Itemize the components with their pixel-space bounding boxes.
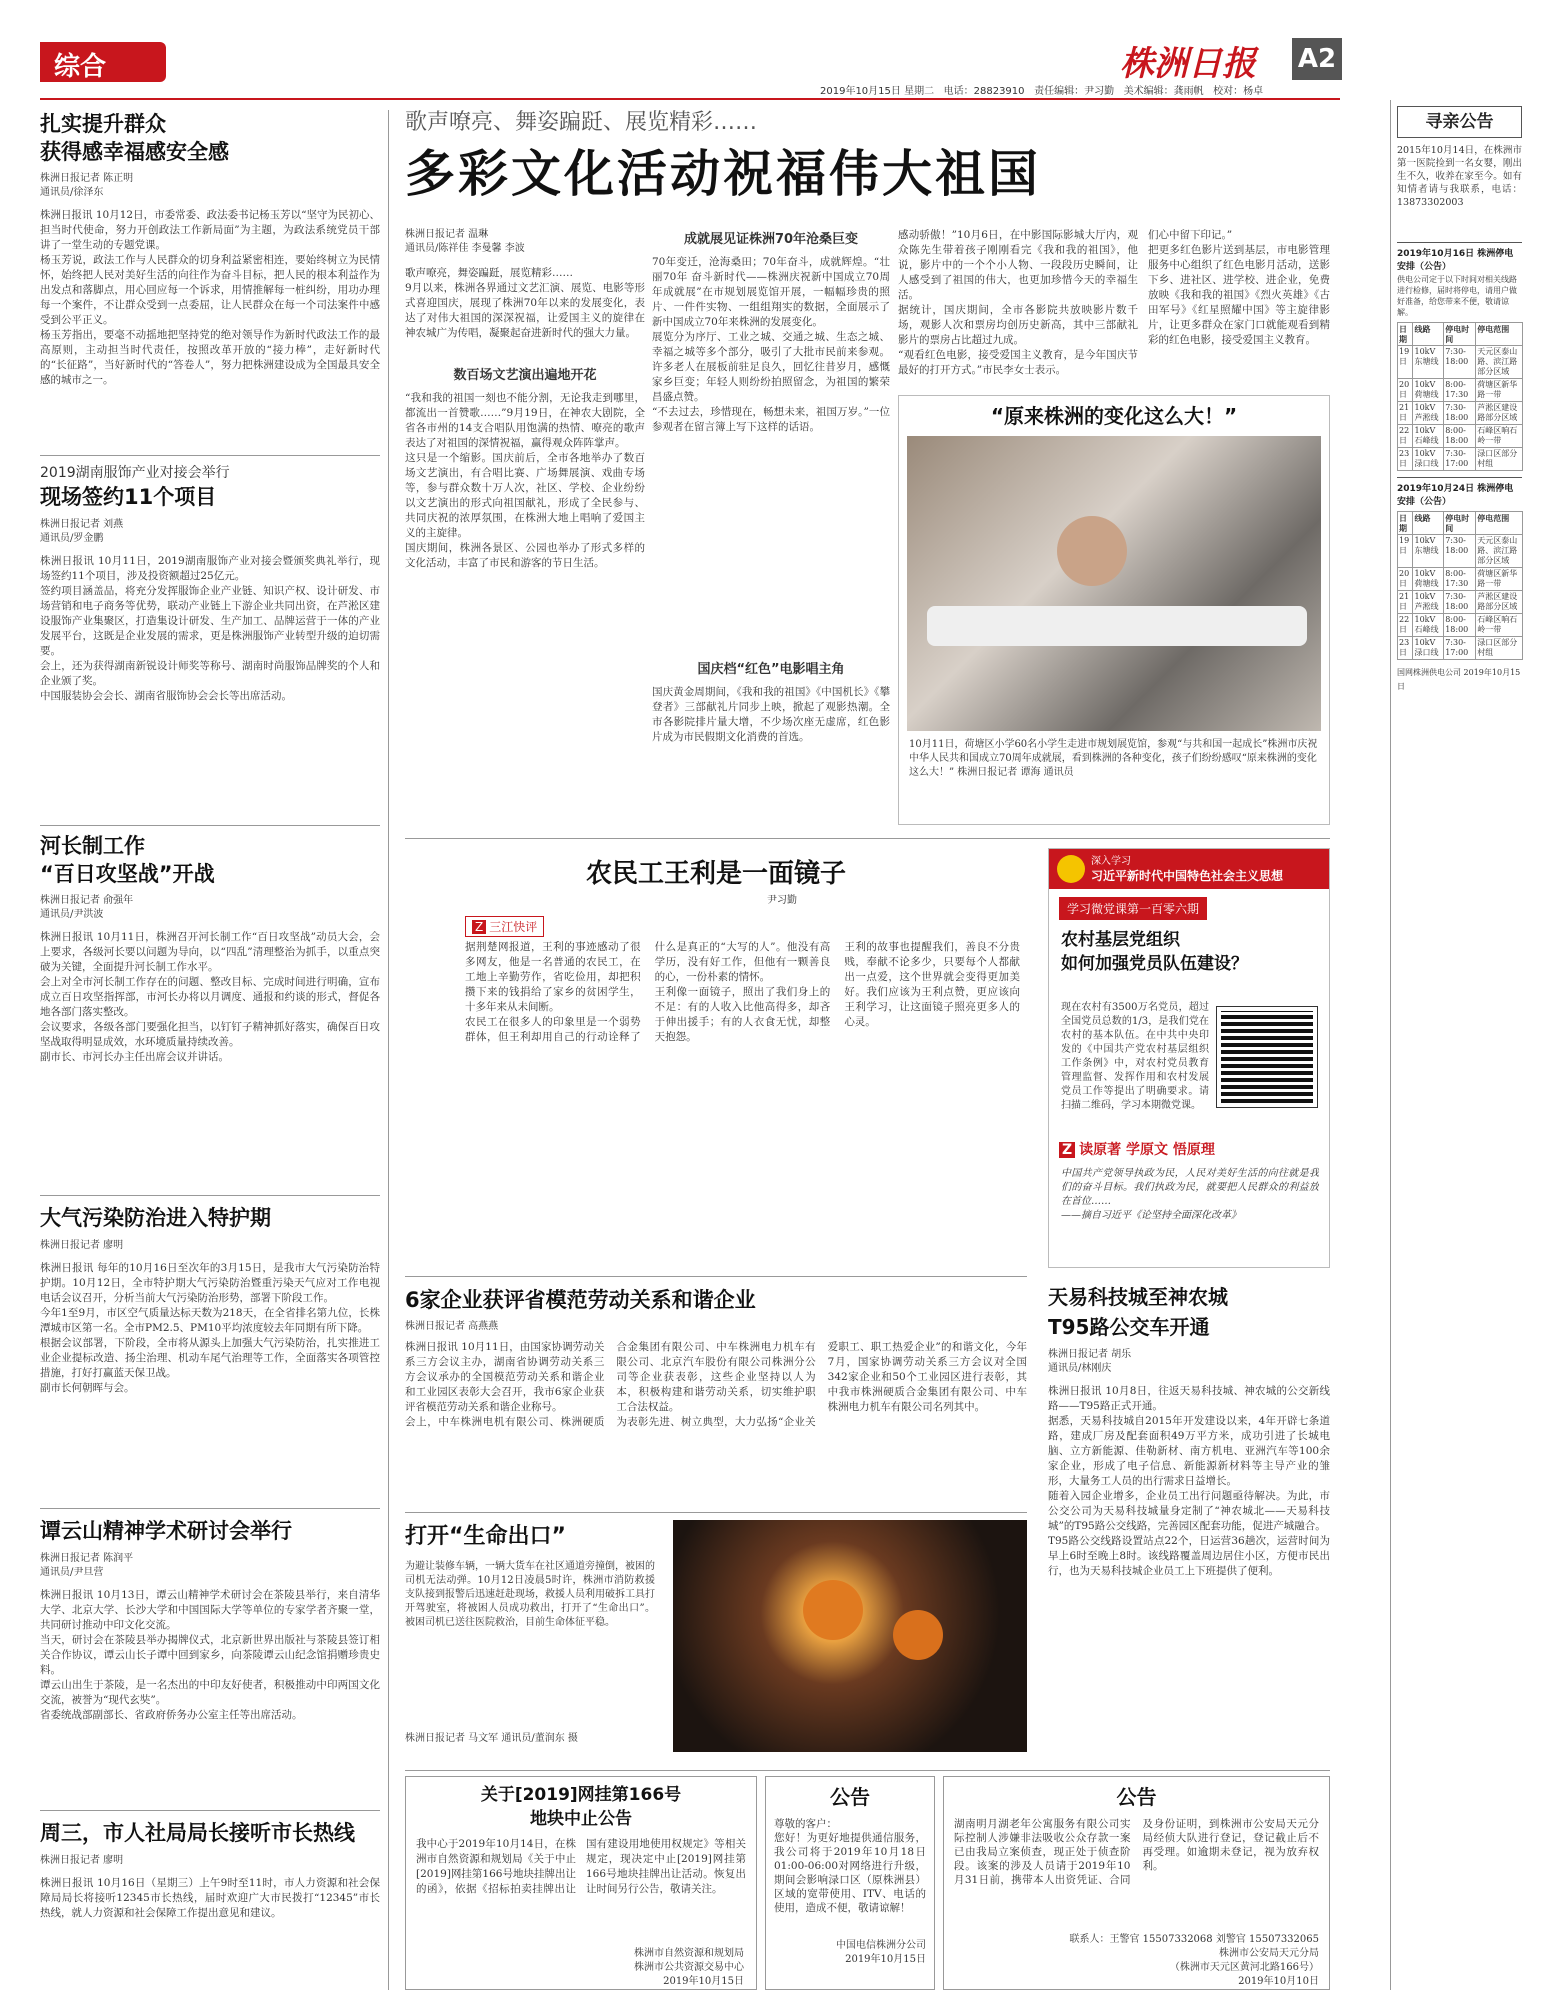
table-cell: 10kV芦淞线 — [1413, 591, 1444, 614]
headline-line2: T95路公交车开通 — [1048, 1315, 1210, 1339]
article-body: 株洲日报讯 10月8日，往返天易科技城、神农城的公交新线路——T95路正式开通。 据悉，天易科技城自2015年开发建设以来，4年开辟七条道路，建成厂房及配套面积49万平方米，成功引进了长城电脑、立方新能源、佳勒新材、南方机电、亚洲汽车等100余家企业，形成了电子信息、新能源新材料等主导产业的雏形，大量务工人员的出行需求日益增长。 随着入园企业增多，企业员工出行问题亟待解决。为此，市公交公司为天易科技城量身定制了“神农城北——天易科技城”的T95路公交线路，完善园区配套功能，促进产城融合。 T95路公交线路设置站点22个，日运营36趟次，运营时间为早上6时至晚上8时。该线路覆盖周边居住小区，方便市民出行，也为天易科技城企业员工上下班提供了便利。 — [1048, 1385, 1330, 1577]
header-rule — [40, 98, 1340, 100]
headline: 谭云山精神学术研讨会举行 — [40, 1519, 292, 1543]
table-row — [1398, 591, 1523, 614]
table-cell: 10kV芦淞线 — [1413, 402, 1444, 425]
kicker: 歌声嘹亮、舞姿蹁跹、展览精彩…… — [405, 110, 758, 135]
notice-signer: 株洲市自然资源和规划局 — [634, 1948, 744, 1959]
classified-body: 2015年10月14日，在株洲市第一医院捡到一名女婴，刚出生不久，收养在家至今。如有知情者请与我联系，电话：13873302003 — [1397, 145, 1522, 208]
byline2: 通讯员/林刚庆 — [1048, 1363, 1112, 1374]
headline: 扎实提升群众 — [40, 112, 166, 136]
article-river — [40, 832, 380, 1190]
table-cell: 停电范围 — [1476, 512, 1523, 535]
table-cell: 7:30-17:00 — [1444, 448, 1476, 471]
notice-title-line2: 地块中止公告 — [530, 1809, 632, 1829]
notice-date: 2019年10月10日 — [1238, 1976, 1319, 1987]
qr-code-icon[interactable] — [1217, 1007, 1317, 1107]
table-cell: 20日 — [1398, 379, 1413, 402]
table-cell: 10kV荷塘线 — [1413, 379, 1444, 402]
proofreader: 校对：杨卓 — [1213, 86, 1264, 97]
byline2: 通讯员/陈祥佳 李曼馨 李波 — [405, 243, 525, 254]
section-tag — [40, 42, 166, 82]
photo-credit: 株洲日报记者 马文军 通讯员/董润东 摄 — [405, 1733, 578, 1744]
table-cell: 荷塘区新华路一带 — [1476, 379, 1523, 402]
feature-col1 — [405, 228, 645, 811]
table-cell: 停电时间 — [1444, 512, 1476, 535]
notice-title: 公告 — [830, 1785, 870, 1809]
divider — [405, 838, 1330, 839]
table-cell: 20日 — [1398, 568, 1413, 591]
table-cell: 21日 — [1398, 402, 1413, 425]
article-body: 株洲日报讯 每年的10月16日至次年的3月15日，是我市大气污染防治特护期。10月12日，全市特护期大气污染防治暨重污染天气应对工作电视电话会议召开，分析当前大气污染防治形势，部署下阶段工作。 今年1至9月，市区空气质量达标天数为218天，在全省排名第九位，长株潭城市区第一名。全市PM2.5、PM10平均浓度较去年同期有所下降。 根据会议部署，下阶段，全市将从源头上加强大气污染防治，扎实推进工业企业提标改造、扬尘治理、机动车尾气治理等工作，全面落实各项管控措施，打好打赢蓝天保卫战。 副市长何朝晖与会。 — [40, 1262, 380, 1394]
notice-date: 2019年10月15日 — [845, 1954, 926, 1965]
table-cell: 10kV石峰线 — [1413, 425, 1444, 448]
article-labor — [405, 1284, 1027, 1516]
table-cell: 渌口区部分村组 — [1476, 448, 1523, 471]
photo-firefighters — [673, 1520, 1027, 1752]
byline: 株洲日报记者 温琳 — [405, 229, 489, 240]
table-cell: 10kV渌口线 — [1413, 448, 1444, 471]
notice-contact: 联系人：王警官 15507332068 刘警官 15507332065 — [1069, 1934, 1319, 1945]
table-row — [1398, 448, 1523, 471]
phone: 电话：28823910 — [943, 86, 1025, 97]
divider — [40, 1810, 380, 1811]
article-body: 株洲日报讯 10月11日，株洲召开河长制工作“百日攻坚战”动员大会，会上要求，各级河长要以问题为导向，以“四乱”清理整治为抓手，以重点突破为关键，全面提升河长制工作水平。 会上对全市河长制工作存在的问题、整改目标、完成时间进行明确，宣布成立百日攻坚指挥部，市河长办将以月调度、通报和约谈的形式，督促各地各部门落实整改。 会议要求，各级各部门要强化担当，以钉钉子精神抓好落实，确保百日攻坚战取得明显成效，水环境质量持续改善。 副市长、市河长办主任出席会议并讲话。 — [40, 931, 380, 1063]
table-row — [1398, 568, 1523, 591]
divider — [40, 1195, 380, 1196]
body: 感动骄傲！”10月6日，在中影国际影城大厅内，观众陈先生带着孩子刚刚看完《我和我的祖国》，他说，影片中的一个个小人物、一段段历史瞬间，让人感受到了祖国的伟大，也更加珍惜今天的幸福生活。 据统计，国庆期间，全市各影院共放映影片数千场，观影人次和票房均创历史新高，其中三部献礼影片的票房占比超过九成。 “观看红色电影，接受爱国主义教育，是今年国庆节最好的打开方式。”市民李女士表示。 — [898, 229, 1138, 376]
article-bus — [1048, 1276, 1330, 1766]
article-air — [40, 1203, 380, 1501]
body: 国庆黄金周期间，《我和我的祖国》《中国机长》《攀登者》三部献礼片同步上映，掀起了观影热潮。全市各影院排片量大增，不少场次座无虚席，红色影片成为市民假期文化消费的首选。 — [652, 686, 890, 743]
body: “我和我的祖国一刻也不能分割，无论我走到哪里，都流出一首赞歌……”9月19日，在神农大剧院，全省各市州的14支合唱队用饱满的热情、嘹亮的歌声表达了对祖国的深情祝福，赢得观众阵阵掌声。 这只是一个缩影。国庆前后，全市各地举办了数百场文艺演出，有合唱比赛、广场舞展演、戏曲专场等，参与群众数十万人次，社区、学校、企业纷纷以文艺演出的形式向祖国献礼，形成了全民参与、共同庆祝的浓厚氛围，在株洲大地上唱响了爱国主义的主旋律。 国庆期间，株洲各景区、公园也举办了形式多样的文化活动，丰富了市民和游客的节日生活。 — [405, 392, 645, 569]
table-row — [1398, 425, 1523, 448]
party-emblem-icon — [1057, 855, 1085, 883]
byline2: 通讯员/尹旦营 — [40, 1567, 104, 1578]
feature-col4 — [1148, 228, 1330, 388]
column-divider — [388, 110, 389, 1990]
body: 70年变迁，沧海桑田；70年奋斗，成就辉煌。“壮丽70年 奋斗新时代——株洲庆祝新中国成立70周年成就展”在市规划展览馆开展，一幅幅珍贵的照片、一件件实物、一组组翔实的数据，全面展示了新中国成立70年来株洲的发展变化。 展览分为序厅、工业之城、交通之城、生态之城、幸福之城等多个部分，吸引了大批市民前来参观。许多老人在展板前驻足良久，回忆往昔岁月，感慨家乡巨变；年轻人则纷纷拍照留念，为祖国的繁荣昌盛点赞。 “不去过去，珍惜现在，畅想未来，祖国万岁。”一位参观者在留言簿上写下这样的话语。 — [652, 256, 890, 433]
notice-body: 湖南明月湖老年公寓服务有限公司实际控制人涉嫌非法吸收公众存款一案已由我局立案侦查，现正处于侦查阶段。该案的涉及人员请于2019年10月31日前，携带本人出资凭证、合同及身份证明，到株洲市公安局天元分局经侦大队进行登记，登记截止后不再受理。如逾期未登记，视为放弃权利。 — [954, 1818, 1319, 1886]
dateline: 2019年10月15日 星期二 — [820, 86, 935, 97]
page-number: A2 — [1292, 38, 1342, 80]
article-body: 为避让装修车辆，一辆大货车在社区通道旁撞倒，被困的司机无法动弹。10月12日凌晨5时许，株洲市消防救援支队接到报警后迅速赶赴现场，救援人员利用破拆工具打开驾驶室，将被困人员成功救出，打开了“生命出口”。被困司机已送往医院救治，目前生命体征平稳。 — [405, 1561, 655, 1628]
party-body: 现在农村有3500万名党员，超过全国党员总数的1/3，是我们党在农村的基本队伍。在中共中央印发的《中国共产党农村基层组织工作条例》中，对农村党员教育管理监督、发挥作用和农村发展党员工作等提出了明确要求。请扫描二维码，学习本期微党课。 — [1061, 1002, 1209, 1111]
table-cell: 23日 — [1398, 448, 1413, 471]
notice-body: 尊敬的客户： 您好！为更好地提供通信服务，我公司将于2019年10月18日01:00-06:00对网络进行升级，期间会影响渌口区（原株洲县）区域的宽带使用、ITV、电话的使用，造成不便，敬请谅解！ — [774, 1818, 926, 1914]
banner-line1: 深入学习 — [1091, 856, 1131, 867]
notice-title: 关于[2019]网挂第166号 — [480, 1785, 682, 1805]
dateline-bar — [820, 85, 1263, 99]
notice-date: 2019年10月15日 — [663, 1976, 744, 1987]
outage-table — [1397, 322, 1523, 471]
question-line2: 如何加强党员队伍建设？ — [1061, 954, 1248, 974]
outage-note: 供电公司定于以下时间对相关线路进行检修，届时将停电，请用户做好准备，给您带来不便，敬请谅解。 — [1397, 275, 1517, 317]
divider — [40, 1508, 380, 1509]
byline2: 通讯员/罗金鹏 — [40, 533, 104, 544]
tag-icon: Z — [1059, 1142, 1075, 1158]
headline-line2: “百日攻坚战”开战 — [40, 862, 215, 886]
table-cell: 芦淞区建设路部分区域 — [1476, 402, 1523, 425]
table-cell: 天元区泰山路、滨江路部分区域 — [1476, 346, 1523, 379]
notice-title: 公告 — [1116, 1785, 1157, 1809]
photo-caption: 10月11日，荷塘区小学60名小学生走进市规划展览馆，参观“与共和国一起成长”株洲市庆祝中华人民共和国成立70周年成就展，看到株洲的各种变化，孩子们纷纷感叹“原来株洲的变化这么大！” 株洲日报记者 谭海 通讯员 — [909, 739, 1318, 778]
table-cell: 7:30-18:00 — [1444, 535, 1476, 568]
party-study — [1048, 848, 1330, 1268]
banner-line2: 习近平新时代中国特色社会主义思想 — [1091, 869, 1284, 883]
divider — [405, 1276, 1027, 1277]
table-row — [1398, 637, 1523, 660]
photo-helmet — [803, 1580, 863, 1640]
quote: 中国共产党领导执政为民，人民对美好生活的向往就是我们的奋斗目标。我们执政为民，就要把人民群众的利益放在首位…… ——摘自习近平《论坚持全面深化改革》 — [1061, 1168, 1319, 1221]
photo-train-model — [927, 606, 1307, 646]
art-editor: 美术编辑：龚雨帆 — [1123, 86, 1204, 97]
table-row — [1398, 614, 1523, 637]
tag-sanjiang — [465, 916, 544, 937]
notice-police — [943, 1776, 1330, 1990]
table-header-row — [1398, 512, 1523, 535]
table-cell: 19日 — [1398, 535, 1413, 568]
headline: 大气污染防治进入特护期 — [40, 1206, 271, 1230]
headline: 打开“生命出口” — [405, 1524, 566, 1549]
headline: 天易科技城至神农城 — [1048, 1285, 1228, 1309]
photo-helmet2 — [893, 1610, 943, 1660]
divider — [405, 1512, 1027, 1513]
section-label: 综合 — [54, 52, 107, 82]
table-cell: 8:00-17:30 — [1444, 379, 1476, 402]
table-cell: 7:30-17:00 — [1444, 637, 1476, 660]
table-cell: 22日 — [1398, 614, 1413, 637]
byline: 株洲日报记者 刘燕 — [40, 519, 124, 530]
headline-line2: 获得感幸福感安全感 — [40, 140, 229, 164]
photo-box — [898, 395, 1330, 825]
table-cell: 10kV荷塘线 — [1413, 568, 1444, 591]
article-safety — [40, 110, 380, 453]
photo-kids-train — [907, 436, 1321, 731]
photo-title: “原来株洲的变化这么大！” — [990, 404, 1238, 428]
tag-icon: Z — [472, 920, 486, 934]
byline: 株洲日报记者 廖明 — [40, 1240, 124, 1251]
table-cell: 8:00-18:00 — [1444, 614, 1476, 637]
table-row — [1398, 379, 1523, 402]
divider — [40, 825, 380, 826]
headline: 周三，市人社局局长接听市长热线 — [40, 1821, 355, 1845]
table-row — [1398, 402, 1523, 425]
article-symposium — [40, 1516, 380, 1808]
byline: 株洲日报记者 俞强年 — [40, 895, 134, 906]
outage-table2 — [1397, 511, 1523, 660]
party-banner — [1049, 849, 1329, 889]
table-cell: 停电范围 — [1476, 323, 1523, 346]
table-cell: 21日 — [1398, 591, 1413, 614]
commentary-body: 据荆楚网报道，王利的事迹感动了很多网友，他是一名普通的农民工，在工地上辛勤劳作，省吃俭用，却把积攒下来的钱捐给了家乡的贫困学生，十多年来从未间断。 农民工在很多人的印象里是一个弱势群体，但王利却用自己的行动诠释了什么是真正的“大写的人”。他没有高学历，没有好工作，但他有一颗善良的心，一份朴素的情怀。 王利像一面镜子，照出了我们身上的不足：有的人收入比他高得多，却吝于伸出援手；有的人衣食无忧，却整天抱怨。 王利的故事也提醒我们，善良不分贵贱，奉献不论多少，只要每个人都献出一点爱，这个世界就会变得更加美好。我们应该为王利点赞，更应该向王利学习，让这面镜子照亮更多人的心灵。 — [465, 941, 1020, 1043]
table-cell: 停电时间 — [1444, 323, 1476, 346]
outage-title2: 2019年10月24日 株洲停电安排（公告） — [1397, 477, 1522, 507]
table-cell: 10kV渌口线 — [1413, 637, 1444, 660]
table-cell: 8:00-17:30 — [1444, 568, 1476, 591]
feature-col2 — [652, 228, 890, 795]
divider — [40, 455, 380, 456]
table-row — [1398, 535, 1523, 568]
article-body: 株洲日报讯 10月12日，市委常委、政法委书记杨玉芳以“坚守为民初心、担当时代使命，努力开创政法工作新局面”为主题，为政法系统党员干部讲了一堂生动的专题党课。 杨玉芳说，政法工作与人民群众的切身利益紧密相连，要始终树立为民情怀，始终把人民对美好生活的向往作为奋斗目标，把人民的根本利益作为出发点和落脚点，用心回应每一个诉求，用情推解每一桩纠纷，用功办理每一个案件，不让群众受到一点委屈，让人民群众在每一个司法案件中感受到公平正义。 杨玉芳指出，要毫不动摇地把坚持党的绝对领导作为新时代政法工作的最高原则，主动担当时代责任，按照改革开放的“接力棒”，走好新时代的“长征路”，当好新时代的“答卷人”，努力把株洲建设成为全国最具安全感的城市之一。 — [40, 209, 380, 386]
article-rescue — [405, 1520, 1027, 1760]
subhead: 数百场文艺演出遍地开花 — [453, 368, 597, 383]
question: 农村基层党组织 — [1061, 930, 1180, 950]
masthead-logo: 株洲日报 — [1120, 44, 1256, 84]
table-cell: 日期 — [1398, 323, 1413, 346]
table-header-row — [1398, 323, 1523, 346]
classified-strip — [1390, 100, 1528, 1990]
feature-header — [405, 105, 1330, 206]
table-cell: 线路 — [1413, 323, 1444, 346]
subhead: 成就展见证株洲70年沧桑巨变 — [683, 232, 859, 247]
photo-figure — [1057, 516, 1127, 586]
table-cell: 10kV石峰线 — [1413, 614, 1444, 637]
table-cell: 8:00-18:00 — [1444, 425, 1476, 448]
notice-address: （株洲市天元区黄河北路166号） — [1169, 1962, 1319, 1973]
notice-signer: 中国电信株洲分公司 — [836, 1940, 926, 1951]
table-cell: 7:30-18:00 — [1444, 402, 1476, 425]
outage-footer: 国网株洲供电公司 2019年10月15日 — [1397, 668, 1521, 691]
article-body: 株洲日报讯 10月11日，2019湖南服饰产业对接会暨颁奖典礼举行，现场签约11个项目，涉及投资额超过25亿元。 签约项目涵盖品，将充分发挥服饰企业产业链、知识产权、设计研发、市场营销和电子商务等优势，联动产业链上下游企业共同出资，在芦淞区建设服饰产业集聚区，打造集设计研发、生产加工、品牌运营于一体的产业发展平台，这既是企业发展的需求，更是株洲服饰产业转型升级的迫切需要。 会上，还为获得湖南新锐设计师奖等称号、湖南时尚服饰品牌奖的个人和企业颁了奖。 中国服装协会会长、湖南省服饰协会会长等出席活动。 — [40, 555, 380, 702]
commentary — [405, 848, 1027, 1268]
byline: 株洲日报记者 陈正明 — [40, 173, 134, 184]
table-cell: 19日 — [1398, 346, 1413, 379]
notice-signer2: 株洲市公共资源交易中心 — [634, 1962, 744, 1973]
notice-land — [405, 1776, 757, 1990]
outage-table2-body — [1398, 512, 1523, 660]
author: 尹习勤 — [767, 895, 797, 906]
body: 们心中留下印记。” 把更多红色影片送到基层，市电影管理服务中心组织了红色电影月活动，送影下乡、进社区、进学校、进企业，免费放映《我和我的祖国》《烈火英雄》《古田军号》《红星照耀中国》等主旋律影片，让更多群众在家门口就能观看到精彩的红色电影，接受爱国主义教育。 — [1148, 229, 1330, 346]
byline: 株洲日报记者 胡乐 — [1048, 1349, 1132, 1360]
table-cell: 荷塘区新华路一带 — [1476, 568, 1523, 591]
table-cell: 芦淞区建设路部分区域 — [1476, 591, 1523, 614]
table-cell: 10kV东塘线 — [1413, 535, 1444, 568]
main-headline: 多彩文化活动祝福伟大祖国 — [405, 145, 1041, 203]
feature-col3 — [898, 228, 1138, 388]
classified-title: 寻亲公告 — [1397, 106, 1522, 138]
byline2: 通讯员/尹洪波 — [40, 909, 104, 920]
table-cell: 10kV东塘线 — [1413, 346, 1444, 379]
outage-table-body — [1398, 323, 1523, 471]
headline: 农民工王利是一面镜子 — [585, 859, 846, 889]
study-tag — [1059, 1139, 1215, 1159]
tag-label: 三江快评 — [489, 920, 538, 934]
table-cell: 7:30-18:00 — [1444, 346, 1476, 379]
table-cell: 22日 — [1398, 425, 1413, 448]
headline: 6家企业获评省模范劳动关系和谐企业 — [405, 1288, 756, 1312]
table-cell: 日期 — [1398, 512, 1413, 535]
article-hotline — [40, 1818, 380, 1986]
notice-telecom — [765, 1776, 935, 1990]
divider — [405, 1770, 1330, 1771]
editor: 责任编辑：尹习勤 — [1034, 86, 1115, 97]
lesson-label: 学习微党课第一百零六期 — [1059, 897, 1207, 920]
table-cell: 23日 — [1398, 637, 1413, 660]
outage-title: 2019年10月16日 株洲停电安排（公告） — [1397, 242, 1522, 272]
table-cell: 石峰区响石岭一带 — [1476, 425, 1523, 448]
byline2: 通讯员/徐泽东 — [40, 187, 104, 198]
study-tag-label: 读原著 学原文 悟原理 — [1079, 1142, 1215, 1158]
article-body: 株洲日报讯 10月16日（星期三）上午9时至11时，市人力资源和社会保障局局长将接听12345市长热线，届时欢迎广大市民拨打“12345”市长热线，就人力资源和社会保障工作提出意见和建议。 — [40, 1877, 380, 1919]
subhead: 国庆档“红色”电影唱主角 — [697, 662, 845, 677]
byline: 株洲日报记者 陈润平 — [40, 1553, 134, 1564]
headline: 河长制工作 — [40, 834, 145, 858]
table-cell: 渌口区部分村组 — [1476, 637, 1523, 660]
table-cell: 石峰区响石岭一带 — [1476, 614, 1523, 637]
table-cell: 线路 — [1413, 512, 1444, 535]
table-cell: 天元区泰山路、滨江路部分区域 — [1476, 535, 1523, 568]
byline: 株洲日报记者 廖明 — [40, 1855, 124, 1866]
notice-signer: 株洲市公安局天元分局 — [1219, 1948, 1319, 1959]
kicker: 2019湖南服饰产业对接会举行 — [40, 465, 230, 481]
notice-body: 我中心于2019年10月14日，在株洲市自然资源和规划局《关于中止[2019]网挂第166号地块挂牌出让的函》，依据《招标拍卖挂牌出让国有建设用地使用权规定》等相关规定，现决定中止[2019]网挂第166号地块挂牌出让活动。恢复出让时间另行公告，敬请关注。 — [416, 1838, 746, 1895]
table-cell: 7:30-18:00 — [1444, 591, 1476, 614]
headline: 现场签约11个项目 — [40, 485, 217, 509]
table-row — [1398, 346, 1523, 379]
article-body: 株洲日报讯 10月11日，由国家协调劳动关系三方会议主办，湖南省协调劳动关系三方会议承办的全国模范劳动关系和谐企业和工业园区表彰大会召开，我市6家企业获评省模范劳动关系和谐企业称号。 会上，中车株洲电机有限公司、株洲硬质合金集团有限公司、中车株洲电力机车有限公司、北京汽车股份有限公司株洲分公司等企业获表彰，这些企业坚持以人为本，积极构建和谐劳动关系，切实维护职工合法权益。 为表彰先进、树立典型，大力弘扬“企业关爱职工、职工热爱企业”的和谐文化，今年7月，国家协调劳动关系三方会议对全国342家企业和50个工业园区进行表彰，其中我市株洲硬质合金集团有限公司、中车株洲电力机车有限公司名列其中。 — [405, 1341, 1027, 1428]
article-fashion — [40, 462, 380, 809]
article-body: 株洲日报讯 10月13日，谭云山精神学术研讨会在茶陵县举行，来自清华大学、北京大学、长沙大学和中国国际大学等单位的专家学者齐聚一堂，共同研讨推动中印文化交流。 当天，研讨会在茶陵县举办揭牌仪式，北京新世界出版社与茶陵县签订相关合作协议，谭云山长子谭中回到家乡，向茶陵谭云山纪念馆捐赠珍贵史料。 谭云山出生于茶陵，是一名杰出的中印友好使者，积极推动中印两国文化交流，被誉为“现代玄奘”。 省委统战部副部长、省政府侨务办公室主任等出席活动。 — [40, 1589, 380, 1721]
byline: 株洲日报记者 高燕燕 — [405, 1321, 499, 1332]
body: 歌声嘹亮，舞姿蹁跹，展览精彩…… 9月以来，株洲各界通过文艺汇演、展览、电影等形式喜迎国庆，展现了株洲70年以来的发展变化，表达了对伟大祖国的深深祝福，让爱国主义的旋律在神农城广为传唱，凝聚起奋进新时代的强大力量。 — [405, 267, 645, 339]
